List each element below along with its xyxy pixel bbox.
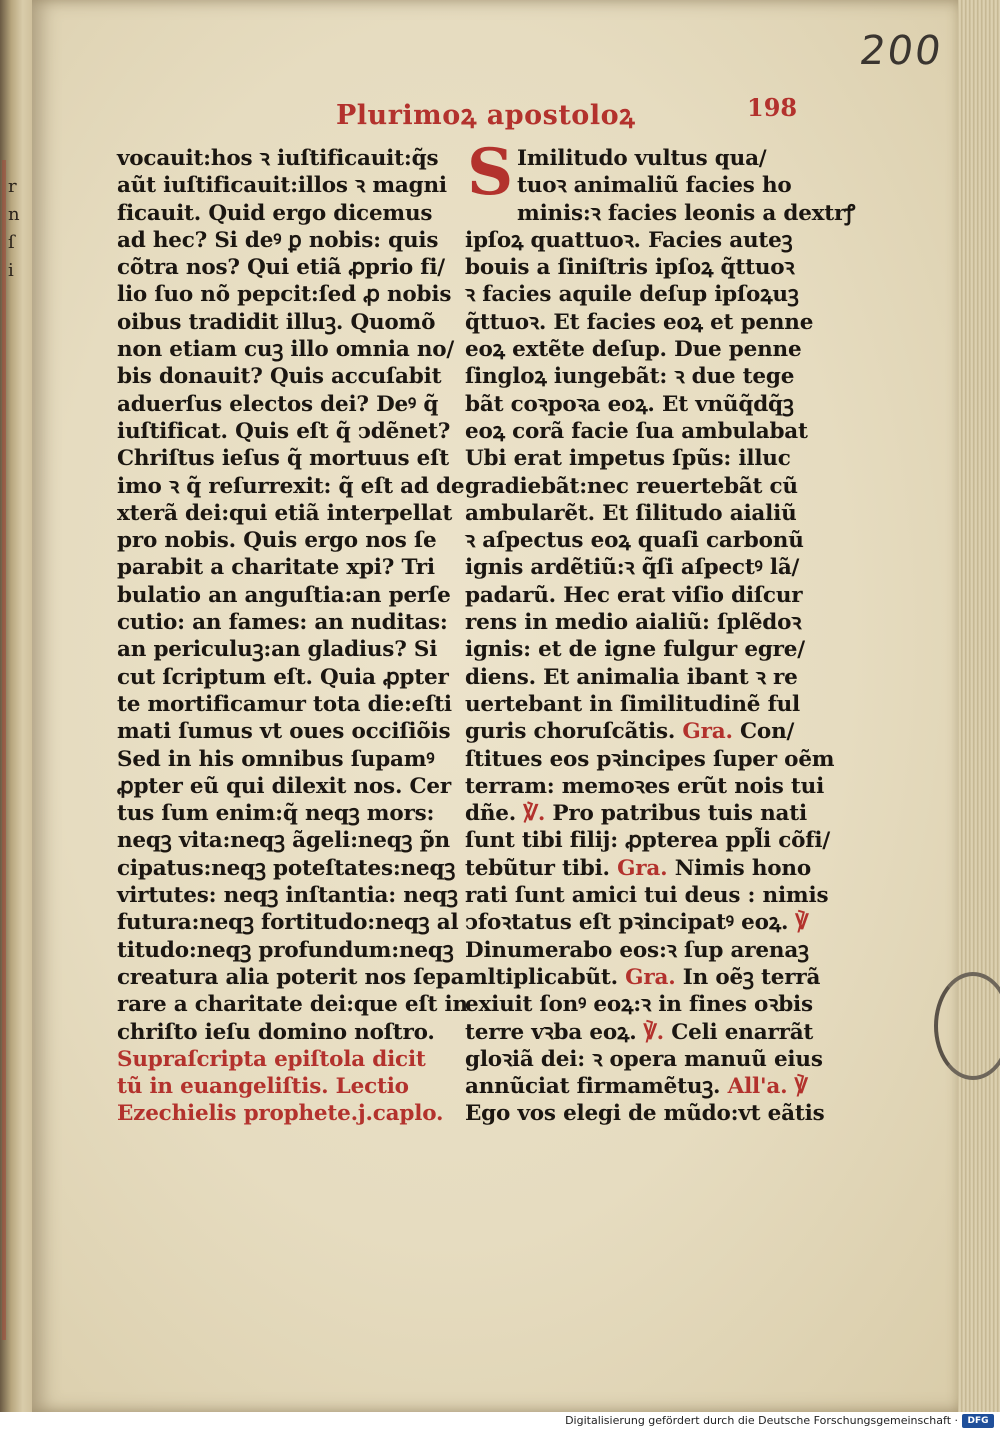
page-stack-edge [958, 0, 1000, 1412]
rubric-mark: ℣. [643, 1019, 664, 1045]
left_column-line: bis donauit? Quis accuſabit [117, 364, 442, 390]
rubric-mark: ℣ [795, 910, 809, 936]
footer-credit: Digitalisierung gefördert durch die Deutsche Forschungsgemeinschaft · [565, 1414, 958, 1427]
rubric-mark: All'a. [727, 1074, 788, 1100]
running-head: Plurimoꝝ apostoloꝝ [336, 100, 636, 131]
rubric-mark: Gra. [617, 855, 668, 881]
left_column-line: mati ſumus vt oues occiſiõis [117, 719, 451, 745]
left_column-line: an periculuꝫ:an gladius? Si [117, 637, 438, 663]
right_column-line: ſtitues eos pꝛincipes ſuper oẽm [465, 746, 835, 772]
right-text-column [465, 135, 856, 1128]
left_column-line: vocauit:hos ꝛ iuſtificauit:q̃s [117, 146, 439, 171]
left_column-line: non etiam cuꝫ illo omnia no/ [117, 337, 455, 363]
right_column-line: ignis ardẽtiũ:ꝛ q̃ſi aſpectꝰ lã/ [465, 555, 800, 581]
left_column-line: lio ſuo nõ pepcit:ſed ꝓ nobis [117, 282, 452, 308]
left_column-line: Ezechielis prophete.j.caplo. [117, 1101, 444, 1127]
edge-fragment: i [8, 260, 14, 281]
rubric-mark: Gra. [682, 719, 733, 745]
right_column-line: ſunt tibi filij: ꝓpterea ppl̃i cõfi/ [465, 828, 830, 854]
left_column-line: Chriſtus ieſus q̃ mortuus eſt [117, 446, 449, 472]
rubric-mark: ℣ [794, 1074, 808, 1100]
left_column-line: ad hec? Si deꝰ ꝑ nobis: quis [117, 227, 439, 253]
right_column-line: gradiebãt:nec reuertebãt cũ [465, 473, 798, 499]
right_column-line: Imilitudo vultus qua/ [517, 146, 767, 171]
edge-fragment: r [8, 176, 17, 197]
right_column-line: bouis a ſiniſtris ipſoꝝ q̃ttuoꝛ [465, 255, 795, 281]
right_column-line: ꝛ aſpectus eoꝝ quaſi carbonũ [465, 528, 804, 554]
left_column-line: iuſtificat. Quis eſt q̃ ↄdẽnet? [117, 418, 451, 444]
right_column-line: terre vꝛba eoꝝ. ℣. Celi enarrãt [465, 1019, 814, 1045]
right_column-line: diens. Et animalia ibant ꝛ re [465, 664, 798, 690]
right_column-line: mltiplicabũt. Gra. In oẽꝫ terrã [465, 964, 821, 990]
left_column-line: aũt iuſtificauit:illos ꝛ magni [117, 173, 447, 199]
right_column-line: exiuit ſonꝰ eoꝝ:ꝛ in fines oꝛbis [465, 992, 813, 1018]
rubric-mark: Gra. [625, 964, 676, 990]
right_column-line: dñe. ℣. Pro patribus tuis nati [465, 801, 807, 827]
left-text-column [117, 145, 468, 1128]
edge-fragment: ſ [8, 232, 15, 253]
rubric-mark: ℣. [523, 801, 546, 827]
right_column-line: eoꝝ extẽte deſup. Due penne [465, 337, 802, 363]
right_column-line: ambularẽt. Et ſilitudo aialiũ [465, 500, 797, 526]
right_column-line: gloꝛiã dei: ꝛ opera manuũ eius [465, 1046, 823, 1072]
left_column-line: futura:neqꝫ fortitudo:neqꝫ al [117, 910, 459, 936]
right_column-line: uertebant in ſimilitudinẽ ful [465, 691, 801, 717]
left_column-line: virtutes: neqꝫ inſtantia: neqꝫ [117, 883, 458, 909]
right_column-line: Ubi erat impetus ſpũs: illuc [465, 446, 791, 472]
edge-fragment: n [8, 204, 20, 225]
right_column-line: padarũ. Hec erat viſio diſcur [465, 582, 803, 608]
right_column-line: minis:ꝛ facies leonis a dextrꝭ [517, 200, 856, 226]
right_column-line: rens in medio aialiũ: ſplẽdoꝛ [465, 610, 802, 636]
right_column-line: ſingloꝝ iungebãt: ꝛ due tege [465, 364, 795, 390]
left_column-line: tũ in euangeliſtis. Lectio [117, 1074, 409, 1100]
left_column-line: cut ſcriptum eſt. Quia ꝓpter [117, 664, 449, 690]
left_column-line: chriſto ieſu domino noſtro. [117, 1019, 435, 1045]
right_column-line: ipſoꝝ quattuoꝛ. Facies auteꝫ [465, 227, 793, 253]
red-initial-letter: S [467, 135, 514, 210]
left_column-line: te mortificamur tota die:eſti [117, 691, 452, 717]
left_column-line: creatura alia poterit nos ſepa [117, 964, 465, 990]
right_column-line: guris choruſcãtis. Gra. Con/ [465, 719, 795, 745]
left_column-line: cõtra nos? Qui etiã ꝓprio fi/ [117, 255, 445, 281]
right_column-line: rati ſunt amici tui deus : nimis [465, 883, 829, 909]
left_column-line: parabit a charitate xpi? Tri [117, 555, 435, 581]
left_column-line: tus ſum enim:q̃ neqꝫ mors: [117, 801, 435, 827]
left_column-line: ficauit. Quid ergo dicemus [117, 200, 433, 226]
right_column-line: Ego vos elegi de mũdo:vt eãtis [465, 1101, 825, 1127]
left_column-line: bulatio an anguſtia:an perſe [117, 582, 451, 608]
rubric-edge-strip [2, 160, 6, 1340]
right_column-line: terram: memoꝛes erũt nois tui [465, 773, 825, 799]
left_column-line: imo ꝛ q̃ reſurrexit: q̃ eſt ad de [117, 473, 465, 499]
left_column-line: rare a charitate dei:que eſt in [117, 992, 468, 1018]
left_column-line: Sed in his omnibus ſupamꝰ [117, 746, 435, 772]
handwritten-folio: 200 [856, 28, 946, 74]
right_column-line: tuoꝛ animaliũ facies ho [517, 173, 792, 199]
right_column-line: ↄfoꝛtatus eſt pꝛincipatꝰ eoꝝ. ℣ [465, 910, 809, 936]
left_column-line: cutio: an fames: an nuditas: [117, 610, 448, 636]
left_column-line: pro nobis. Quis ergo nos ſe [117, 528, 437, 554]
left_column-line: neqꝫ vita:neqꝫ ãgeli:neqꝫ p̃n [117, 828, 450, 854]
right_column-line: annũciat firmamẽtuꝫ. All'a. ℣ [465, 1074, 808, 1100]
left_column-line: cipatus:neqꝫ poteſtates:neqꝫ [117, 855, 456, 881]
left_column-line: aduerſus electos dei? Deꝰ q̃ [117, 391, 439, 417]
dfg-logo: DFG [962, 1414, 994, 1428]
right_column-line: q̃ttuoꝛ. Et facies eoꝝ et penne [465, 309, 814, 335]
right_column-line: bãt coꝛpoꝛa eoꝝ. Et vnũq̃dq̃ꝫ [465, 391, 794, 417]
left_column-line: ꝓpter eũ qui dilexit nos. Cer [117, 773, 452, 799]
right_column-line: ignis: et de igne fulgur egre/ [465, 637, 805, 663]
left_column-line: Supraſcripta epiſtola dicit [117, 1046, 426, 1072]
left_column-line: titudo:neqꝫ profundum:neqꝫ [117, 937, 454, 963]
right_column-line: tebũtur tibi. Gra. Nimis hono [465, 855, 811, 881]
left_column-line: xterã dei:qui etiã interpellat [117, 500, 453, 526]
footer-bar [0, 1412, 1000, 1431]
left_column-line: oibus tradidit illuꝫ. Quomõ [117, 309, 436, 335]
right_column-line: ꝛ facies aquile deſup ipſoꝝuꝫ [465, 282, 799, 308]
right_column-line: Dinumerabo eos:ꝛ ſup arenaꝫ [465, 937, 809, 963]
page-number: 198 [747, 93, 798, 122]
right_column-line: eoꝝ corã facie ſua ambulabat [465, 418, 808, 444]
